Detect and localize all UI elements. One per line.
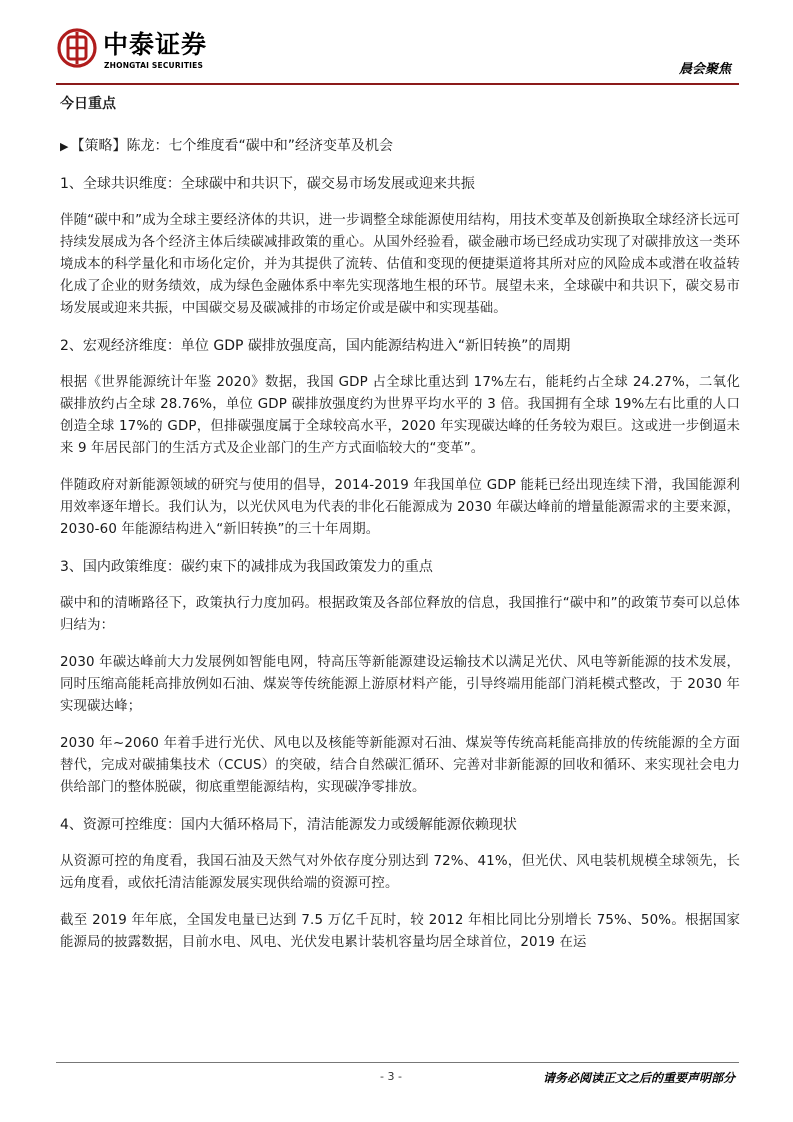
strategy-line bbox=[60, 135, 740, 158]
paragraph: 伴随政府对新能源领域的研究与使用的倡导，2014-2019 年我国单位 GDP 能耗已经出现连续下滑，我国能源利用效率逐年增长。我们认为，以光伏风电为代表的非化石能源成为 2030 年碳达峰前的增量能源需求的主要来源，2030-60 年能源结构进入“新旧转换”的三十年周期。 bbox=[60, 478, 740, 537]
paragraph: 碳中和的清晰路径下，政策执行力度加码。根据政策及各部位释放的信息，我国推行“碳中和”的政策节奏可以总体归结为： bbox=[60, 596, 740, 633]
paragraph: 从资源可控的角度看，我国石油及天然气对外依存度分别达到 72%、41%，但光伏、风电装机规模全球领先，长远角度看，或依托清洁能源发展实现供给端的资源可控。 bbox=[60, 854, 740, 891]
subheading: 4、资源可控维度：国内大循环格局下，清洁能源发力或缓解能源依赖现状 bbox=[60, 817, 517, 833]
footer-divider bbox=[56, 1062, 739, 1063]
strategy-line-text: 【策略】陈龙：七个维度看“碳中和”经济变革及机会 bbox=[70, 138, 393, 154]
subheading: 2、宏观经济维度：单位 GDP 碳排放强度高，国内能源结构进入“新旧转换”的周期 bbox=[60, 338, 571, 354]
paragraph: 根据《世界能源统计年鉴 2020》数据，我国 GDP 占全球比重达到 17%左右，能耗约占全球 24.27%，二氧化碳排放约占全球 28.76%，单位 GDP 碳排放强度约为世界平均水平的 3 倍。我国拥有全球 19%左右比重的人口创造全球 17%的 GDP，但排碳强度属于全球较高水平，2020 年实现碳达峰的任务较为艰巨。这或进一步倒逼未来 9 年居民部门的生活方式及企业部门的生产方式面临较大的“变革”。 bbox=[60, 375, 740, 456]
logo-chinese-name: 中泰证券 bbox=[103, 30, 208, 59]
main-content bbox=[60, 93, 740, 954]
header-divider bbox=[56, 83, 739, 85]
page-header bbox=[0, 0, 793, 92]
paragraph: 截至 2019 年年底，全国发电量已达到 7.5 万亿千瓦时，较 2012 年相比同比分别增长 75%、50%。根据国家能源局的披露数据，目前水电、风电、光伏发电累计装机容量均居全球首位，2019 在运 bbox=[60, 913, 740, 950]
footer-disclaimer: 请务必阅读正文之后的重要声明部分 bbox=[542, 1071, 735, 1085]
zhongtai-logo-icon bbox=[57, 28, 97, 68]
paragraph: 2030 年碳达峰前大力发展例如智能电网，特高压等新能源建设运输技术以满足光伏、风电等新能源的技术发展，同时压缩高能耗高排放例如石油、煤炭等传统能源上游原材料产能，引导终端用能部门消耗模式整改，于 2030 年实现碳达峰； bbox=[60, 655, 740, 714]
report-type-tag: 晨会聚焦 bbox=[678, 62, 731, 77]
subheading: 3、国内政策维度：碳约束下的减排成为我国政策发力的重点 bbox=[60, 559, 433, 575]
company-logo bbox=[57, 28, 247, 80]
subheading: 1、全球共识维度：全球碳中和共识下，碳交易市场发展或迎来共振 bbox=[60, 176, 475, 192]
paragraph: 2030 年~2060 年着手进行光伏、风电以及核能等新能源对石油、煤炭等传统高耗能高排放的传统能源的全方面替代，完成对碳捕集技术（CCUS）的突破，结合自然碳汇循环、完善对非新能源的回收和循环、来实现社会电力供给部门的整体脱碳，彻底重塑能源结构，实现碳净零排放。 bbox=[60, 736, 740, 795]
section-title: 今日重点 bbox=[60, 96, 116, 112]
page-number: - 3 - bbox=[380, 1070, 402, 1083]
paragraph: 伴随“碳中和”成为全球主要经济体的共识，进一步调整全球能源使用结构，用技术变革及创新换取全球经济长远可持续发展成为各个经济主体后续碳减排政策的重心。从国外经验看，碳金融市场已经成功实现了对碳排放这一类环境成本的科学量化和市场化定价，并为其提供了流转、估值和变现的便捷渠道将其所对应的风险成本或潜在收益转化成了企业的财务绩效，成为绿色金融体系中率先实现落地生根的环节。展望未来，全球碳中和共识下，碳交易市场发展或迎来共振，中国碳交易及碳减排的市场定价或是碳中和实现基础。 bbox=[60, 213, 740, 316]
logo-english-name: ZHONGTAI SECURITIES bbox=[104, 61, 204, 70]
triangle-bullet-icon: ▶ bbox=[60, 140, 69, 153]
